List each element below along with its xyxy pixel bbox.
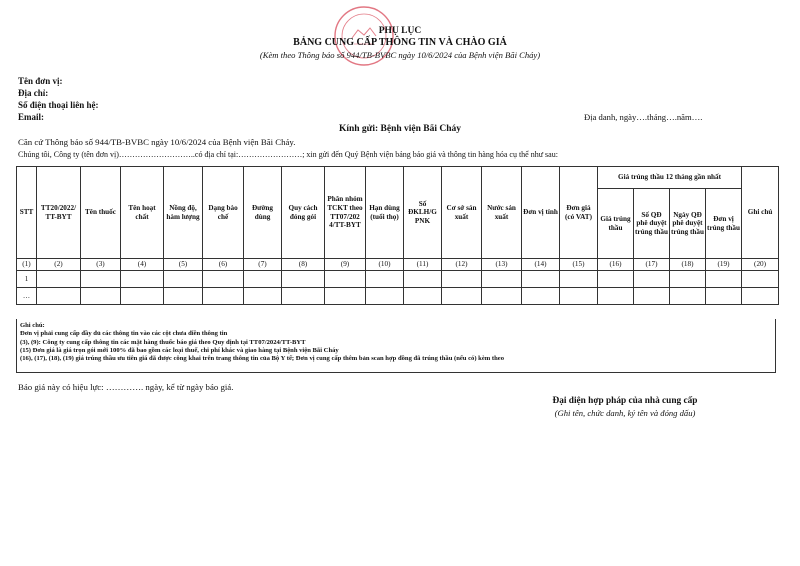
row-number: … <box>17 288 37 305</box>
note-line: (15) Đơn giá là giá trọn gói mới 100% đã bao gồm các loại thuế, chi phí khác và giao hàng tại Bệnh viện Bãi Cháy <box>20 346 339 354</box>
body-line-1: Căn cứ Thông báo số 944/TB-BVBC ngày 10/6/2024 của Bệnh viện Bãi Cháy. <box>18 137 296 147</box>
index-cell: (1) <box>17 259 37 271</box>
col-registration: Số ĐKLH/G PNK <box>404 167 442 259</box>
index-cell: (6) <box>203 259 244 271</box>
note-line: Đơn vị phải cung cấp đầy đủ các thông tin vào các cột chưa điền thông tin <box>20 330 228 338</box>
place-date-line: Địa danh, ngày….tháng….năm…. <box>584 112 703 122</box>
col-bid-price: Giá trúng thầu <box>598 189 634 259</box>
notes-box <box>16 319 776 373</box>
index-cell: (15) <box>560 259 598 271</box>
col-manufacturer: Cơ sở sản xuất <box>442 167 482 259</box>
index-cell: (4) <box>121 259 164 271</box>
signature-note: (Ghi tên, chức danh, ký tên và đóng dấu) <box>554 408 696 418</box>
index-cell: (12) <box>442 259 482 271</box>
index-cell: (5) <box>164 259 203 271</box>
col-active-ingredient: Tên hoạt chất <box>121 167 164 259</box>
col-stt: STT <box>17 167 37 259</box>
col-drug-name: Tên thuốc <box>81 167 121 259</box>
index-cell: (3) <box>81 259 121 271</box>
unit-name-field: Tên đơn vị: <box>18 76 63 86</box>
recipient-line: Kính gửi: Bệnh viện Bãi Cháy <box>338 124 462 134</box>
col-country: Nước sản xuất <box>482 167 522 259</box>
col-tt20: TT20/2022/ TT-BYT <box>37 167 81 259</box>
index-cell: (14) <box>522 259 560 271</box>
col-unit-price: Đơn giá (có VAT) <box>560 167 598 259</box>
index-cell: (16) <box>598 259 634 271</box>
col-unit: Đơn vị tính <box>522 167 560 259</box>
col-packaging: Quy cách đóng gói <box>282 167 325 259</box>
email-field: Email: <box>18 112 44 122</box>
index-cell: (13) <box>482 259 522 271</box>
col-group-bid-price: Giá trúng thầu 12 tháng gần nhất <box>598 167 742 189</box>
col-route: Đường dùng <box>244 167 282 259</box>
validity-line: Báo giá này có hiệu lực: …………. ngày, kể từ ngày báo giá. <box>18 382 234 392</box>
notes-title: Ghi chú: <box>20 322 45 329</box>
col-concentration: Nồng độ, hàm lượng <box>164 167 203 259</box>
col-decision-date: Ngày QĐ phê duyệt trúng thầu <box>670 189 706 259</box>
col-decision-number: Số QĐ phê duyệt trúng thầu <box>634 189 670 259</box>
index-cell: (19) <box>706 259 742 271</box>
document-title: BẢNG CUNG CẤP THÔNG TIN VÀ CHÀO GIÁ <box>293 37 507 48</box>
index-cell: (18) <box>670 259 706 271</box>
col-note: Ghi chú <box>742 167 779 259</box>
col-tckt-group: Phân nhóm TCKT theo TT07/202 4/TT-BYT <box>325 167 366 259</box>
index-cell: (17) <box>634 259 670 271</box>
index-cell: (7) <box>244 259 282 271</box>
document-subtitle: (Kèm theo Thông báo số 944/TB-BVBC ngày 10/6/2024 của Bệnh viện Bãi Cháy) <box>259 50 541 60</box>
index-cell: (8) <box>282 259 325 271</box>
index-cell: (9) <box>325 259 366 271</box>
note-line: (16), (17), (18), (19) giá trúng thầu ưu tiên giá đã được công khai trên trang thông tin của Bộ Y tế; Đơn vị cung cấp thêm bản scan hợp đồng đã trúng thầu (nếu có) kèm theo <box>20 355 504 363</box>
col-dosage-form: Dạng bào chế <box>203 167 244 259</box>
table-row <box>17 271 779 288</box>
index-cell: (20) <box>742 259 779 271</box>
col-winning-unit: Đơn vị trúng thầu <box>706 189 742 259</box>
signature-title: Đại diện hợp pháp của nhà cung cấp <box>552 396 698 406</box>
index-cell: (2) <box>37 259 81 271</box>
table-row <box>17 288 779 305</box>
table-index-row <box>17 259 779 271</box>
body-line-2: Chúng tôi, Công ty (tên đơn vị)………………………..có địa chỉ tại:……………………; xin gửi đến Quý Bệnh viện bảng báo giá và thông tin hàng hóa cụ thể như sau: <box>18 150 558 159</box>
index-cell: (11) <box>404 259 442 271</box>
phone-field: Số điện thoại liên hệ: <box>18 100 99 110</box>
index-cell: (10) <box>366 259 404 271</box>
col-shelf-life: Hạn dùng (tuổi thọ) <box>366 167 404 259</box>
quotation-table <box>16 166 779 305</box>
note-line: (3), (9): Công ty cung cấp thông tin các mặt hàng thuốc báo giá theo Quy định tại TT07/2024/TT-BYT <box>20 338 306 346</box>
appendix-label: PHỤ LỤC <box>378 26 422 36</box>
address-field: Địa chỉ: <box>18 88 49 98</box>
row-number: 1 <box>17 271 37 288</box>
